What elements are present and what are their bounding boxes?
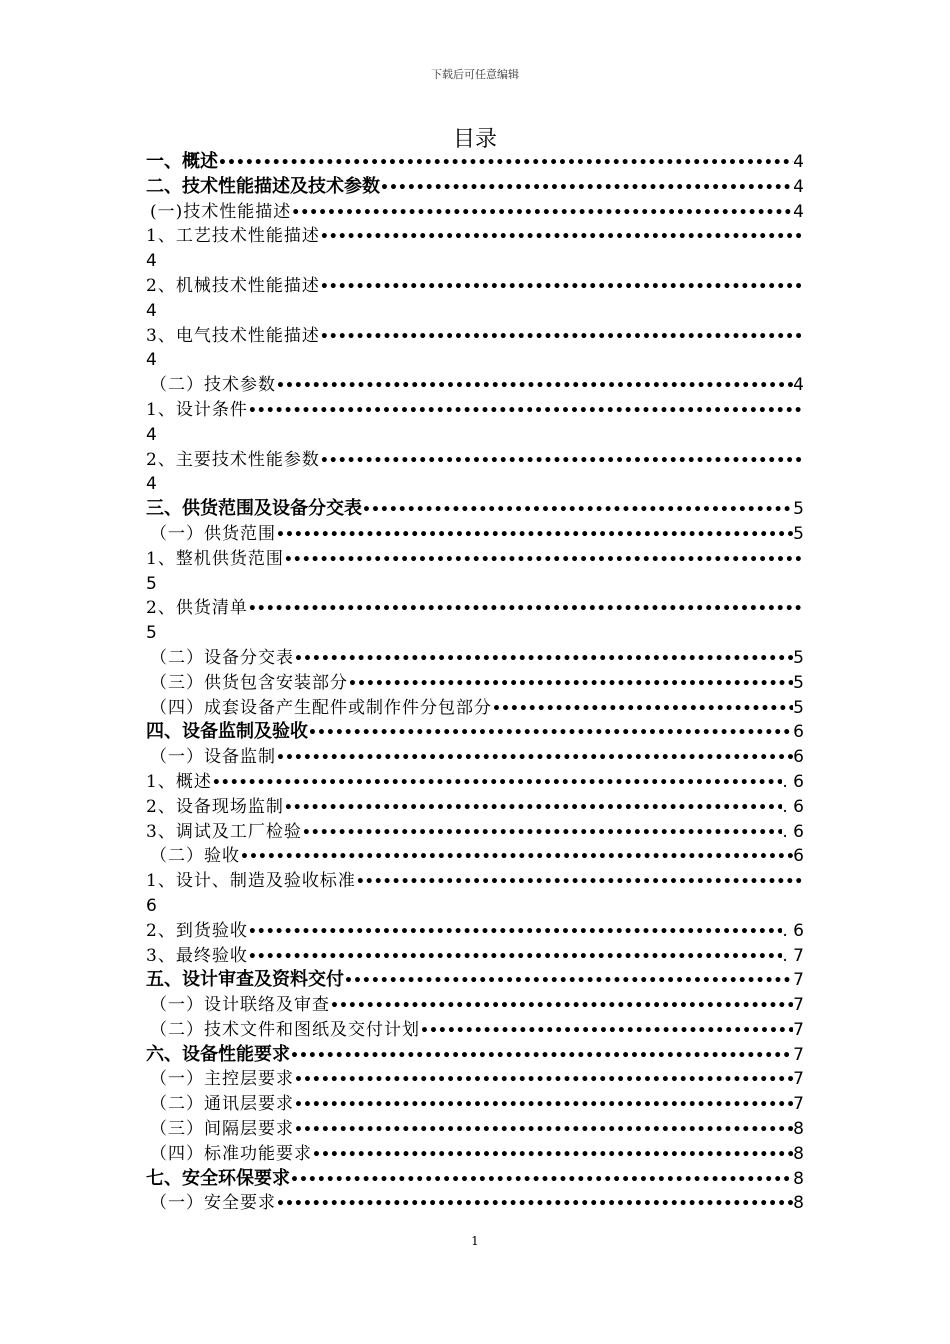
toc-entry[interactable] xyxy=(146,175,804,200)
toc-entry-label: 1、概述 xyxy=(146,771,212,792)
toc-leader-dots xyxy=(294,1068,793,1092)
toc-entry-label: （二）通讯层要求 xyxy=(150,1094,294,1115)
toc-leader-dots xyxy=(290,1044,793,1068)
page-header: 下载后可任意编辑 xyxy=(431,68,519,81)
toc-leader-dots xyxy=(248,945,783,969)
toc-leader-dots xyxy=(294,1093,793,1117)
toc-entry-label: （二）验收 xyxy=(150,846,240,867)
toc-entry-label: 2、机械技术性能描述 xyxy=(146,275,320,296)
toc-entry-label: 2、设备现场监制 xyxy=(146,796,284,817)
toc-leader-dots xyxy=(248,597,804,621)
toc-entry-page: 6 xyxy=(793,846,804,867)
toc-entry-label: 2、主要技术性能参数 xyxy=(146,449,320,470)
toc-entry-page: 5 xyxy=(793,647,804,668)
toc-entry[interactable] xyxy=(146,869,804,894)
toc-entry[interactable] xyxy=(146,1167,804,1192)
toc-entry-page: 5 xyxy=(793,697,804,718)
toc-entry[interactable] xyxy=(146,497,804,522)
toc-entry-label: 3、最终验收 xyxy=(146,945,248,966)
toc-entry-page: 4 xyxy=(146,350,157,371)
toc-leader-dots xyxy=(276,374,793,398)
toc-entry-page: 5 xyxy=(793,523,804,544)
toc-entry-label: （一）设计联络及审查 xyxy=(150,995,330,1016)
toc-entry[interactable] xyxy=(146,919,804,944)
toc-entry[interactable] xyxy=(146,398,804,423)
toc-entry-page: 8 xyxy=(793,1143,804,1164)
toc-entry[interactable] xyxy=(146,596,804,621)
table-of-contents xyxy=(146,150,804,1216)
toc-entry-label: （一）供货范围 xyxy=(150,523,276,544)
toc-entry-page: . 6 xyxy=(782,796,804,817)
toc-entry-label: （四）标准功能要求 xyxy=(150,1143,312,1164)
toc-entry-label: 3、电气技术性能描述 xyxy=(146,325,320,346)
toc-title: 目录 xyxy=(452,127,497,152)
toc-entry[interactable] xyxy=(146,993,804,1018)
toc-entry-page: 8 xyxy=(793,1119,804,1140)
toc-leader-dots xyxy=(248,920,783,944)
toc-entry-page: 5 xyxy=(793,499,804,520)
toc-leader-dots xyxy=(320,275,804,299)
toc-leader-dots xyxy=(276,523,793,547)
toc-entry-label: 2、到货验收 xyxy=(146,920,248,941)
toc-entry-label: （二）技术参数 xyxy=(150,375,276,396)
toc-entry[interactable] xyxy=(146,200,804,225)
toc-entry[interactable] xyxy=(146,944,804,969)
toc-leader-dots xyxy=(356,870,804,894)
toc-leader-dots xyxy=(294,1118,793,1142)
toc-entry-label: 三、供货范围及设备分交表 xyxy=(146,498,362,520)
toc-entry-page: . 6 xyxy=(782,821,804,842)
toc-entry-page: 7 xyxy=(793,995,804,1016)
toc-entry[interactable] xyxy=(146,1067,804,1092)
toc-leader-dots xyxy=(380,176,793,200)
toc-leader-dots xyxy=(302,821,783,845)
toc-entry-page: . 6 xyxy=(782,920,804,941)
toc-entry[interactable] xyxy=(146,324,804,349)
toc-entry-page: 8 xyxy=(793,1168,804,1189)
toc-entry-page: 4 xyxy=(793,375,804,396)
toc-entry-label: 四、设备监制及验收 xyxy=(146,721,308,743)
toc-entry-page: 7 xyxy=(793,1094,804,1115)
toc-leader-dots xyxy=(284,548,804,572)
toc-leader-dots xyxy=(248,399,804,423)
toc-entry[interactable] xyxy=(146,770,804,795)
toc-entry-page: . 7 xyxy=(782,945,804,966)
toc-entry-page: 4 xyxy=(146,474,157,495)
toc-entry[interactable] xyxy=(146,224,804,249)
toc-entry[interactable] xyxy=(146,671,804,696)
toc-entry[interactable] xyxy=(146,373,804,398)
toc-entry-label: （一）安全要求 xyxy=(150,1193,276,1214)
toc-entry[interactable] xyxy=(146,720,804,745)
toc-entry-page: . 6 xyxy=(782,771,804,792)
toc-entry-label: 1、工艺技术性能描述 xyxy=(146,226,320,247)
toc-leader-dots xyxy=(276,1192,793,1216)
toc-entry-label: 七、安全环保要求 xyxy=(146,1167,290,1189)
toc-entry[interactable] xyxy=(146,696,804,721)
toc-leader-dots xyxy=(320,325,804,349)
toc-entry[interactable] xyxy=(146,795,804,820)
toc-leader-dots xyxy=(344,969,793,993)
toc-entry[interactable] xyxy=(146,1018,804,1043)
toc-leader-dots xyxy=(290,1168,793,1192)
toc-entry-page: 7 xyxy=(793,1069,804,1090)
toc-entry-label: 一、概述 xyxy=(146,151,218,172)
toc-entry-label: 3、调试及工厂检验 xyxy=(146,821,302,842)
toc-entry[interactable] xyxy=(146,820,804,845)
toc-leader-dots xyxy=(330,994,793,1018)
toc-entry-page: 6 xyxy=(793,722,804,743)
toc-leader-dots xyxy=(348,672,793,696)
toc-entry[interactable] xyxy=(146,1092,804,1117)
toc-leader-dots xyxy=(308,721,793,745)
page-number: 1 xyxy=(471,1234,479,1248)
toc-entry-label: （一）设备监制 xyxy=(150,747,276,768)
toc-entry[interactable] xyxy=(146,448,804,473)
toc-entry-page: 7 xyxy=(793,1044,804,1065)
toc-leader-dots xyxy=(420,1019,793,1043)
toc-entry-label: (一)技术性能描述 xyxy=(150,201,292,222)
toc-entry[interactable] xyxy=(146,1142,804,1167)
toc-entry[interactable] xyxy=(146,150,804,175)
toc-entry-page: 5 xyxy=(793,672,804,693)
toc-leader-dots xyxy=(312,1143,793,1167)
toc-leader-dots xyxy=(284,796,783,820)
toc-entry[interactable] xyxy=(146,968,804,993)
toc-entry-page: 6 xyxy=(146,895,157,916)
toc-entry-page: 4 xyxy=(793,152,804,172)
toc-entry-page: 5 xyxy=(146,623,157,644)
toc-entry[interactable] xyxy=(146,844,804,869)
toc-entry-label: 2、供货清单 xyxy=(146,598,248,619)
toc-entry-page: 7 xyxy=(793,970,804,991)
toc-leader-dots xyxy=(276,746,793,770)
toc-entry-label: （三）间隔层要求 xyxy=(150,1119,294,1140)
toc-entry-label: （二）设备分交表 xyxy=(150,647,294,668)
toc-entry-page: 4 xyxy=(793,201,804,222)
toc-entry[interactable] xyxy=(146,1191,804,1216)
toc-entry[interactable] xyxy=(146,745,804,770)
toc-entry[interactable] xyxy=(146,522,804,547)
toc-entry-page: 4 xyxy=(146,251,157,272)
toc-entry-page: 4 xyxy=(146,424,157,445)
toc-entry[interactable] xyxy=(146,547,804,572)
toc-entry-label: （三）供货包含安装部分 xyxy=(150,672,348,693)
toc-entry[interactable] xyxy=(146,646,804,671)
toc-entry-page: 5 xyxy=(146,573,157,594)
toc-entry-label: （二）技术文件和图纸及交付计划 xyxy=(150,1019,420,1040)
toc-entry-page: 4 xyxy=(146,300,157,321)
toc-entry-label: 六、设备性能要求 xyxy=(146,1043,290,1065)
toc-entry-label: （一）主控层要求 xyxy=(150,1069,294,1090)
toc-leader-dots xyxy=(240,845,793,869)
toc-entry[interactable] xyxy=(146,1117,804,1142)
toc-entry-label: 1、整机供货范围 xyxy=(146,548,284,569)
toc-leader-dots xyxy=(291,201,793,225)
toc-entry-label: （四）成套设备产生配件或制作件分包部分 xyxy=(150,697,492,718)
toc-leader-dots xyxy=(320,449,804,473)
toc-entry-label: 1、设计、制造及验收标准 xyxy=(146,871,356,892)
toc-entry-page: 6 xyxy=(793,747,804,768)
toc-leader-dots xyxy=(294,647,793,671)
toc-entry-page: 7 xyxy=(793,1019,804,1040)
toc-entry[interactable] xyxy=(146,274,804,299)
toc-leader-dots xyxy=(362,498,793,522)
toc-entry-page: 8 xyxy=(793,1193,804,1214)
toc-leader-dots xyxy=(212,771,783,795)
toc-entry[interactable] xyxy=(146,1043,804,1068)
toc-entry-label: 二、技术性能描述及技术参数 xyxy=(146,175,380,197)
toc-entry-label: 1、设计条件 xyxy=(146,399,248,420)
toc-leader-dots xyxy=(492,697,793,721)
toc-entry-label: 五、设计审查及资料交付 xyxy=(146,969,344,991)
toc-entry-page: 4 xyxy=(793,176,804,197)
toc-leader-dots xyxy=(218,151,793,175)
toc-leader-dots xyxy=(320,225,804,249)
